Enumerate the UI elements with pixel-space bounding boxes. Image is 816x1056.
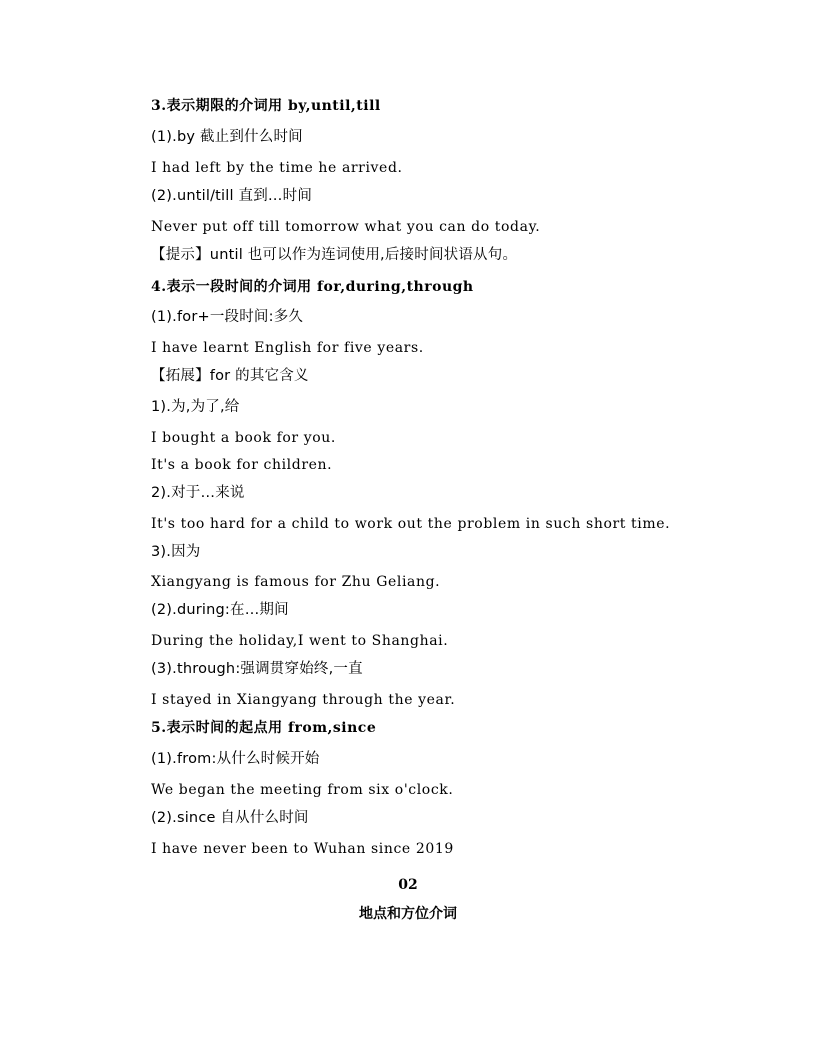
example-sentence: I stayed in Xiangyang through the year. (151, 692, 456, 708)
meaning-item-3: 3).因为 (151, 544, 201, 560)
subheading-until-till: (2).until/till 直到…时间 (151, 188, 313, 204)
meaning-item-1: 1).为,为了,给 (151, 399, 240, 415)
example-sentence: It's a book for children. (151, 457, 333, 473)
subheading-by: (1).by 截止到什么时间 (151, 129, 303, 145)
example-sentence: I had left by the time he arrived. (151, 160, 403, 176)
heading-3-time-limit: 3.表示期限的介词用 by,until,till (151, 98, 381, 114)
example-sentence: I bought a book for you. (151, 430, 336, 446)
example-sentence: We began the meeting from six o'clock. (151, 782, 454, 798)
meaning-item-2: 2).对于…来说 (151, 485, 245, 501)
example-sentence: I have never been to Wuhan since 2019 (151, 841, 454, 857)
heading-5-starting-point: 5.表示时间的起点用 from,since (151, 720, 377, 736)
example-sentence: It's too hard for a child to work out the problem in such short time. (151, 516, 671, 532)
section-title: 地点和方位介词 (359, 906, 457, 922)
tip-note: 【提示】until 也可以作为连词使用,后接时间状语从句。 (151, 247, 518, 263)
subheading-for: (1).for+一段时间:多久 (151, 309, 304, 325)
example-sentence: I have learnt English for five years. (151, 340, 424, 356)
extension-note: 【拓展】for 的其它含义 (151, 368, 309, 384)
section-number: 02 (398, 877, 418, 893)
subheading-during: (2).during:在…期间 (151, 602, 289, 618)
heading-4-duration: 4.表示一段时间的介词用 for,during,through (151, 279, 474, 295)
example-sentence: Xiangyang is famous for Zhu Geliang. (151, 574, 441, 590)
example-sentence: Never put off till tomorrow what you can do today. (151, 219, 541, 235)
subheading-since: (2).since 自从什么时间 (151, 810, 309, 826)
example-sentence: During the holiday,I went to Shanghai. (151, 633, 449, 649)
subheading-from: (1).from:从什么时候开始 (151, 751, 320, 767)
subheading-through: (3).through:强调贯穿始终,一直 (151, 661, 363, 677)
